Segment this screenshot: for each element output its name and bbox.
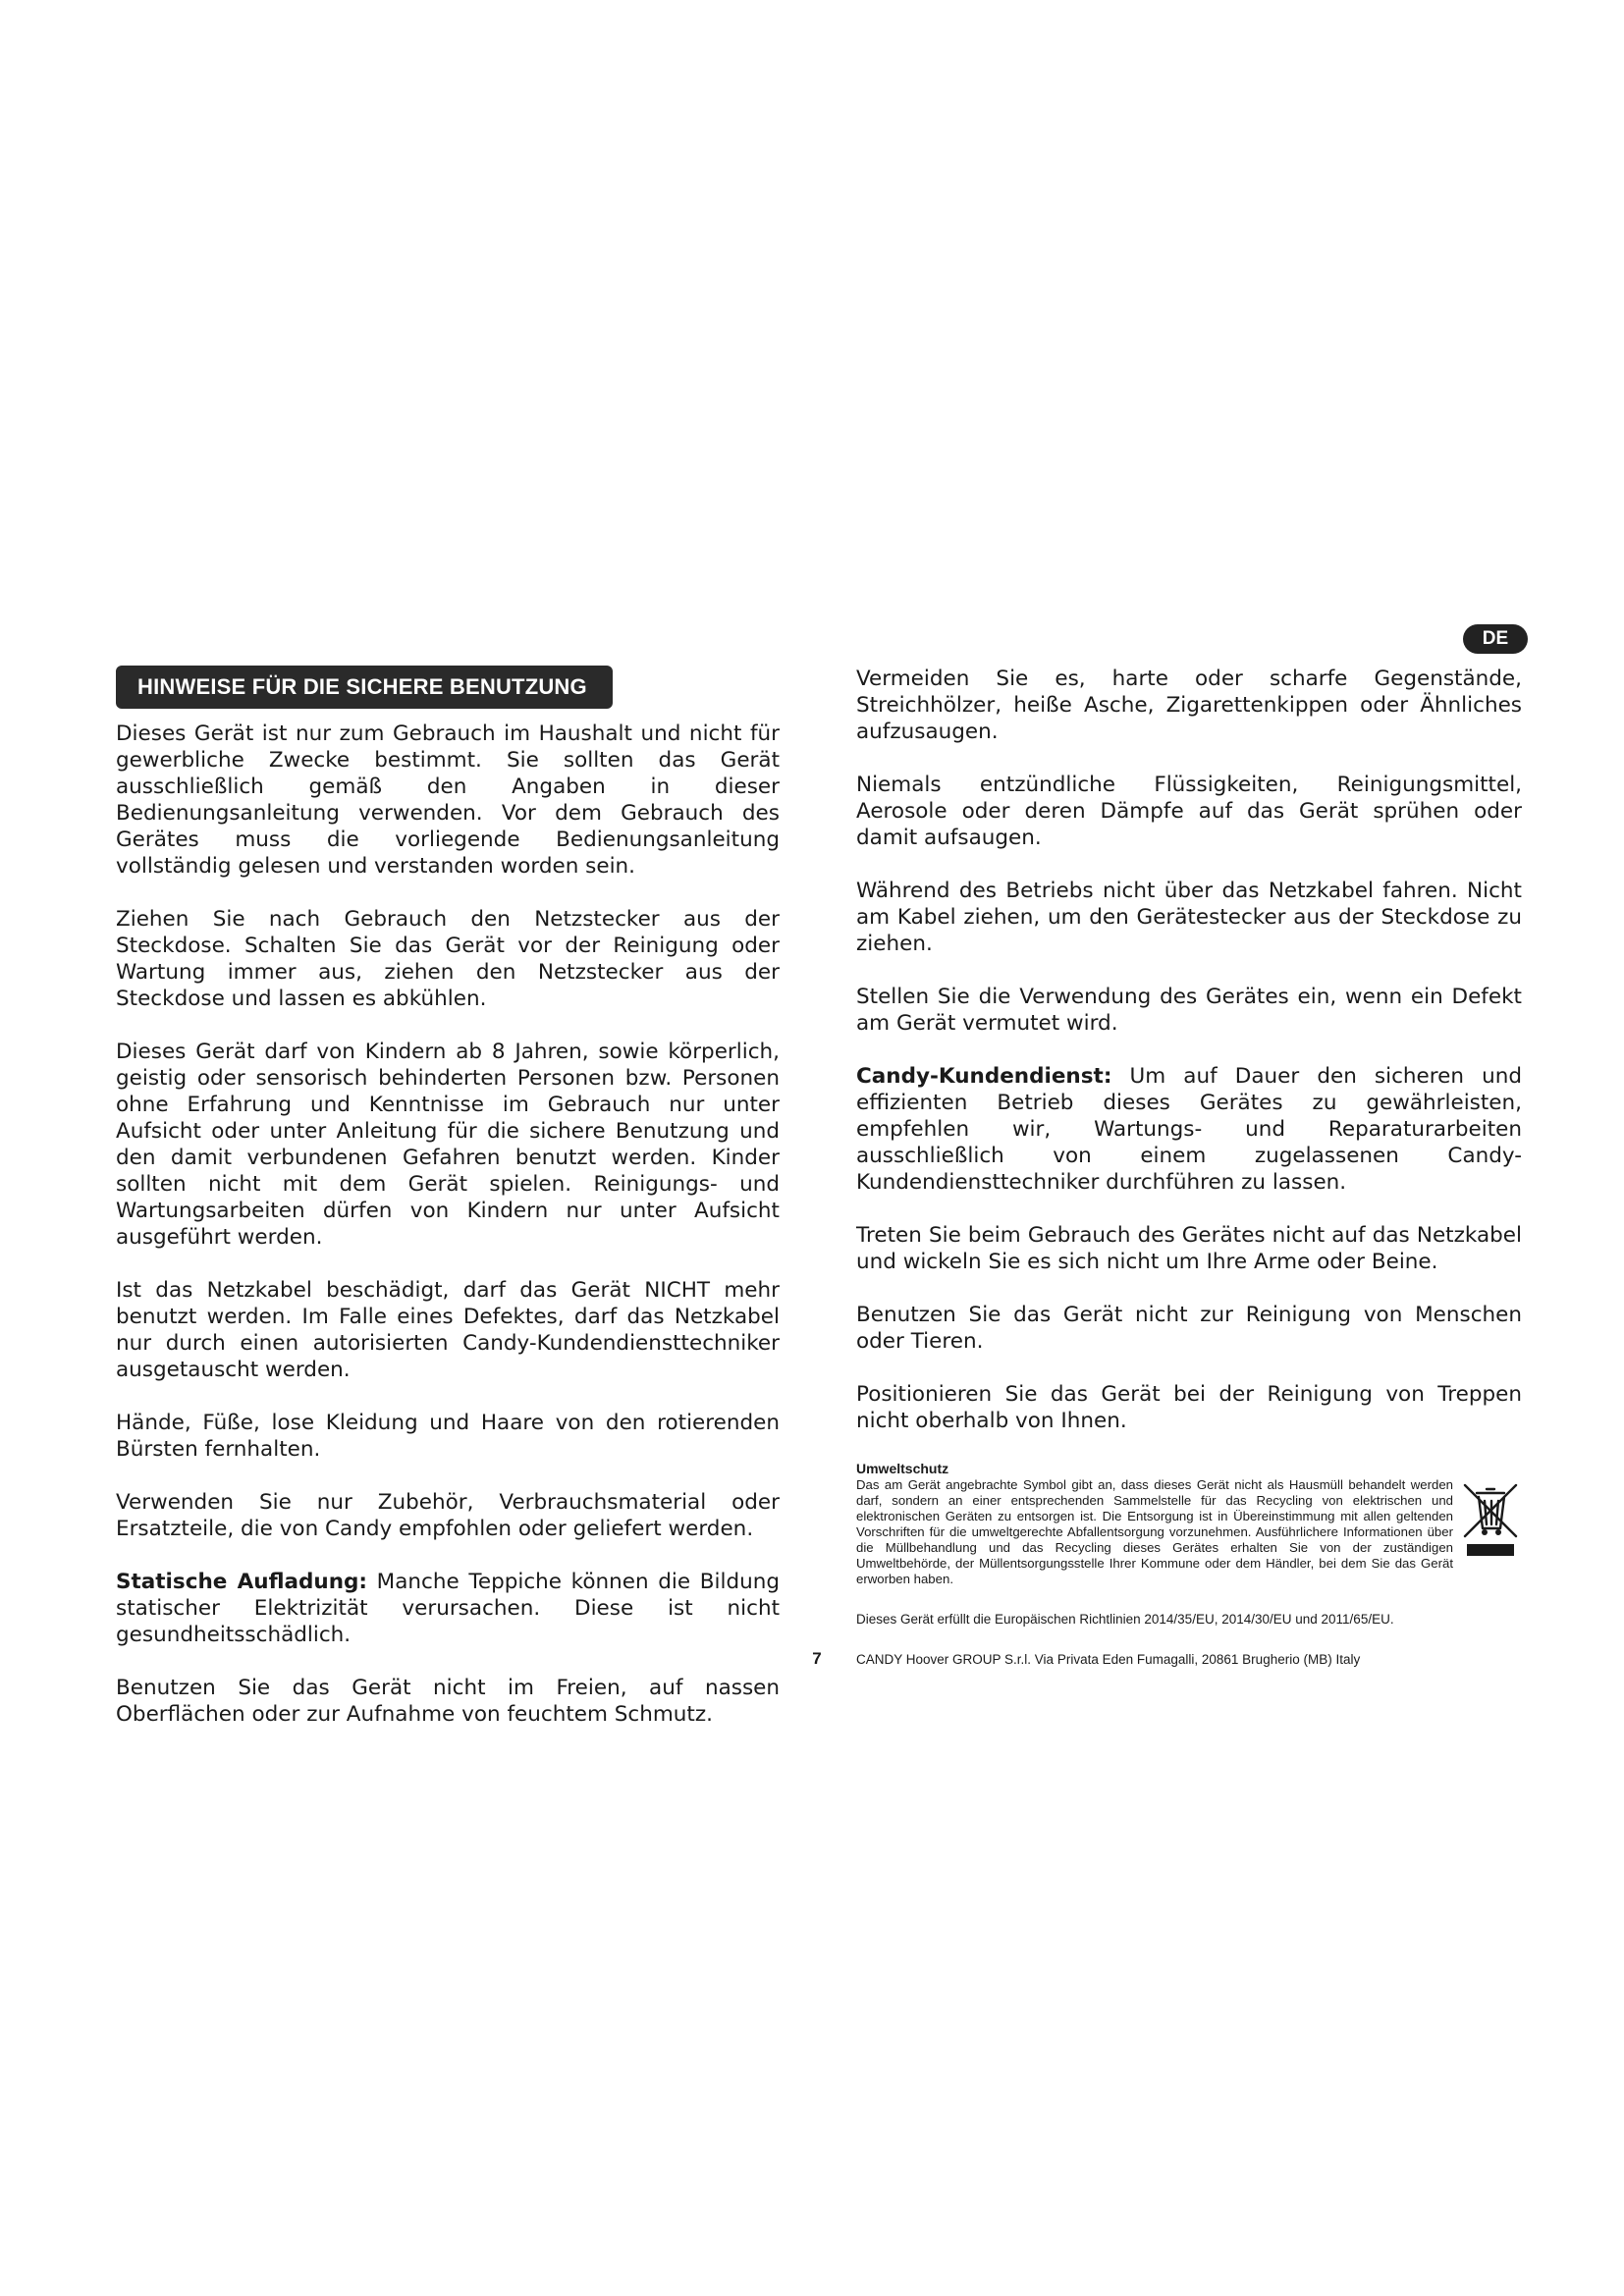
paragraph-unplug: Ziehen Sie nach Gebrauch den Netzstecker aus der Steckdose. Schalten Sie das Gerät vor der Reinigung oder Wartung immer aus, ziehen den Netzstecker aus der Steckdose und lassen es abkühlen. xyxy=(116,907,780,1011)
paragraph-people-animals: Benutzen Sie das Gerät nicht zur Reinigung von Menschen oder Tieren. xyxy=(856,1303,1522,1354)
paragraph-accessories: Verwenden Sie nur Zubehör, Verbrauchsmaterial oder Ersatzteile, die von Candy empfohlen oder geliefert werden. xyxy=(116,1490,780,1541)
static-charge-label: Statische Aufladung: xyxy=(116,1570,368,1594)
paragraph-children: Dieses Gerät darf von Kindern ab 8 Jahren, sowie körperlich, geistig oder sensorisch behinderten Personen bzw. Personen ohne Erfahrung und Kenntnisse im Gebrauch nur unter Aufsicht oder unter Anleitung für die sichere Benutzung und den damit verbundenen Gefahren benutzt werden. Kinder sollten nicht mit dem Gerät spielen. Reinigungs- und Wartungsarbeiten dürfen von Kindern nur unter Aufsicht ausgeführt werden. xyxy=(116,1040,780,1250)
environment-section xyxy=(856,1477,1522,1587)
directives-note: Dieses Gerät erfüllt die Europäischen Richtlinien 2014/35/EU, 2014/30/EU und 2011/65/EU. xyxy=(856,1612,1394,1627)
company-address: CANDY Hoover GROUP S.r.l. Via Privata Eden Fumagalli, 20861 Brugherio (MB) Italy xyxy=(856,1652,1361,1667)
paragraph-static-charge xyxy=(116,1569,780,1648)
paragraph-step-on-cable: Treten Sie beim Gebrauch des Gerätes nicht auf das Netzkabel und wickeln Sie es sich nicht um Ihre Arme oder Beine. xyxy=(856,1223,1522,1274)
paragraph-damaged-cable: Ist das Netzkabel beschädigt, darf das Gerät NICHT mehr benutzt werden. Im Falle eines Defektes, darf das Netzkabel nur durch einen autorisierten Candy-Kundendiensttechniker ausgetauscht werden. xyxy=(116,1278,780,1382)
customer-service-label: Candy-Kundendienst: xyxy=(856,1064,1112,1089)
paragraph-customer-service xyxy=(856,1063,1522,1196)
language-badge: DE xyxy=(1463,624,1528,654)
paragraph-cable-driving: Während des Betriebs nicht über das Netzkabel fahren. Nicht am Kabel ziehen, um den Gerätestecker aus der Steckdose zu ziehen. xyxy=(856,879,1522,956)
customer-service-text: Um auf Dauer den sicheren und effizienten Betrieb dieses Gerätes zu gewährleisten, empfehlen wir, Wartungs- und Reparaturarbeiten ausschließlich von einem zugelassenen Candy-Kundendiensttechniker durchführen zu lassen. xyxy=(856,1064,1522,1195)
static-charge-text: Manche Teppiche können die Bildung statischer Elektrizität verursachen. Diese ist nicht gesundheitsschädlich. xyxy=(116,1570,780,1647)
paragraph-brushes: Hände, Füße, lose Kleidung und Haare von den rotierenden Bürsten fernhalten. xyxy=(116,1411,780,1462)
left-column xyxy=(116,666,780,1754)
paragraph-hard-objects: Vermeiden Sie es, harte oder scharfe Gegenstände, Streichhölzer, heiße Asche, Zigarettenkippen oder Ähnliches aufzusaugen. xyxy=(856,667,1522,744)
page-number: 7 xyxy=(812,1649,822,1668)
paragraph-household-use: Dieses Gerät ist nur zum Gebrauch im Haushalt und nicht für gewerbliche Zwecke bestimmt. Sie sollten das Gerät ausschließlich gemäß den Angaben in dieser Bedienungsanleitung verwenden. Vor dem Gebrauch des Gerätes muss die vorliegende Bedienungsanleitung vollständig gelesen und verstanden worden sein. xyxy=(116,721,780,879)
paragraph-outdoor: Benutzen Sie das Gerät nicht im Freien, auf nassen Oberflächen oder zur Aufnahme von feuchtem Schmutz. xyxy=(116,1676,780,1727)
right-column xyxy=(856,666,1522,1668)
environment-text: Das am Gerät angebrachte Symbol gibt an, dass dieses Gerät nicht als Hausmüll behandelt werden darf, sondern an einer entsprechenden Sammelstelle für das Recycling von elektrischen und elektronischen Geräten zu entsorgen ist. Die Entsorgung ist in Übereinstimmung mit allen geltenden Vorschriften für die umweltgerechte Abfallentsorgung vorzunehmen. Ausführlichere Informationen über die Müllbehandlung und das Recycling dieses Gerätes erhalten Sie von der zuständigen Umweltbehörde, der Müllentsorgungsstelle Ihrer Kommune oder dem Händler, bei dem Sie das Gerät erworben haben. xyxy=(856,1477,1453,1586)
crossed-out-wheelie-bin-icon xyxy=(1459,1477,1522,1560)
section-heading: HINWEISE FÜR DIE SICHERE BENUTZUNG xyxy=(116,666,613,709)
paragraph-stairs: Positionieren Sie das Gerät bei der Reinigung von Treppen nicht oberhalb von Ihnen. xyxy=(856,1382,1522,1433)
paragraph-defect: Stellen Sie die Verwendung des Gerätes ein, wenn ein Defekt am Gerät vermutet wird. xyxy=(856,985,1522,1036)
environment-title: Umweltschutz xyxy=(856,1461,949,1476)
paragraph-flammable: Niemals entzündliche Flüssigkeiten, Reinigungsmittel, Aerosole oder deren Dämpfe auf das Gerät sprühen oder damit aufsaugen. xyxy=(856,773,1522,850)
